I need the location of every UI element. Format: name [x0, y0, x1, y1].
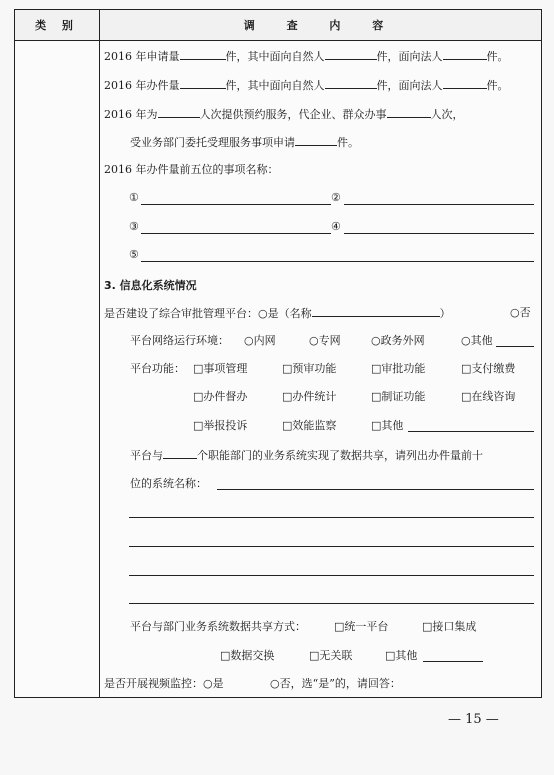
text: 2016 年申请量	[104, 50, 180, 63]
system-name-line-5[interactable]	[129, 603, 534, 604]
net-option-private[interactable]: ○专网	[309, 334, 341, 347]
mode-none[interactable]: □无关联	[309, 649, 353, 662]
mode-other-field[interactable]	[423, 661, 483, 662]
text: 人次，	[430, 108, 464, 121]
blank-field[interactable]	[443, 78, 487, 89]
page-number: — 15 —	[448, 712, 499, 727]
header-category: 类 别	[35, 19, 79, 32]
func-approval[interactable]: □审批功能	[371, 362, 426, 375]
net-option-intranet[interactable]: ○内网	[244, 334, 276, 347]
share-line	[130, 448, 483, 463]
mode-interface[interactable]: □接口集成	[422, 620, 477, 633]
top5-label: 2016 年办件量前五位的事项名称：	[104, 163, 279, 176]
text: 2016 年为	[104, 108, 158, 121]
item-4-marker: ④	[331, 220, 341, 233]
text: 件，其中面向自然人	[225, 79, 325, 92]
text: 件，面向法人	[376, 50, 443, 63]
text: 件，面向法人	[376, 79, 443, 92]
func-other[interactable]: □其他	[371, 419, 404, 432]
func-item-management[interactable]: □事项管理	[193, 362, 248, 375]
blank-field[interactable]	[295, 135, 337, 146]
platform-question	[104, 306, 451, 321]
text: 件，其中面向自然人	[225, 50, 325, 63]
dept-count-field[interactable]	[163, 448, 197, 459]
text: 受业务部门委托受理服务事项申请	[130, 136, 295, 149]
item-2-marker: ②	[331, 191, 341, 204]
item-5-marker: ⑤	[129, 248, 139, 261]
net-option-gov-extranet[interactable]: ○政务外网	[371, 334, 425, 347]
system-name-label: 位的系统名称：	[130, 477, 207, 490]
item-4-line[interactable]	[344, 233, 534, 234]
blank-field[interactable]	[180, 49, 226, 60]
blank-field[interactable]	[387, 107, 431, 118]
func-statistics[interactable]: □办件统计	[282, 390, 337, 403]
func-supervision[interactable]: □办件督办	[193, 390, 248, 403]
platform-no-option[interactable]: ○否	[510, 306, 531, 319]
header-content: 调 查 内 容	[243, 19, 398, 32]
blank-field[interactable]	[158, 107, 200, 118]
func-other-field[interactable]	[408, 431, 534, 432]
item-1-marker: ①	[129, 191, 139, 204]
table-header	[15, 10, 541, 41]
text: 2016 年办件量	[104, 79, 180, 92]
mode-other[interactable]: □其他	[385, 649, 418, 662]
stat-line-2	[104, 78, 509, 93]
func-payment[interactable]: □支付缴费	[461, 362, 516, 375]
text: 平台与	[130, 449, 163, 462]
item-3-line[interactable]	[141, 233, 331, 234]
blank-field[interactable]	[443, 49, 487, 60]
func-pre-review[interactable]: □预审功能	[282, 362, 337, 375]
system-name-line-3[interactable]	[129, 546, 534, 547]
system-name-line-4[interactable]	[129, 575, 534, 576]
func-consult[interactable]: □在线咨询	[461, 390, 516, 403]
func-efficiency[interactable]: □效能监察	[282, 419, 337, 432]
func-complaint[interactable]: □举报投诉	[193, 419, 248, 432]
blank-field[interactable]	[325, 49, 377, 60]
blank-field[interactable]	[180, 78, 226, 89]
text: ）	[439, 307, 451, 320]
video-question: 是否开展视频监控：○是	[104, 677, 224, 690]
mode-unified-platform[interactable]: □统一平台	[334, 620, 389, 633]
blank-field[interactable]	[325, 78, 377, 89]
text: 件。	[486, 79, 509, 92]
func-label: 平台功能：	[130, 362, 185, 375]
item-3-marker: ③	[129, 220, 139, 233]
platform-name-field[interactable]	[312, 306, 440, 317]
func-certificate[interactable]: □制证功能	[371, 390, 426, 403]
net-option-other[interactable]: ○其他	[461, 334, 493, 347]
net-label: 平台网络运行环境：	[130, 334, 229, 347]
text: 人次提供预约服务，代企业、群众办事	[199, 108, 387, 121]
net-other-field[interactable]	[496, 346, 534, 347]
text: 个职能部门的业务系统实现了数据共享，请列出办件量前十	[197, 449, 483, 462]
stat-line-3	[104, 107, 464, 122]
section-3-title: 3. 信息化系统情况	[104, 279, 197, 292]
item-2-line[interactable]	[344, 204, 534, 205]
text: 件。	[486, 50, 509, 63]
system-name-line-2[interactable]	[129, 517, 534, 518]
stat-line-1	[104, 49, 509, 64]
item-1-line[interactable]	[141, 204, 331, 205]
share-mode-label: 平台与部门业务系统数据共享方式：	[130, 620, 306, 633]
column-divider	[99, 10, 100, 697]
mode-data-exchange[interactable]: □数据交换	[220, 649, 275, 662]
stat-line-4	[130, 135, 359, 150]
system-name-line-1[interactable]	[217, 489, 534, 490]
video-no-option[interactable]: ○否，选“是”的，请回答：	[270, 677, 401, 690]
text: 是否建设了综合审批管理平台：○是（名称	[104, 307, 312, 320]
item-5-line[interactable]	[141, 261, 534, 262]
text: 件。	[337, 136, 359, 149]
